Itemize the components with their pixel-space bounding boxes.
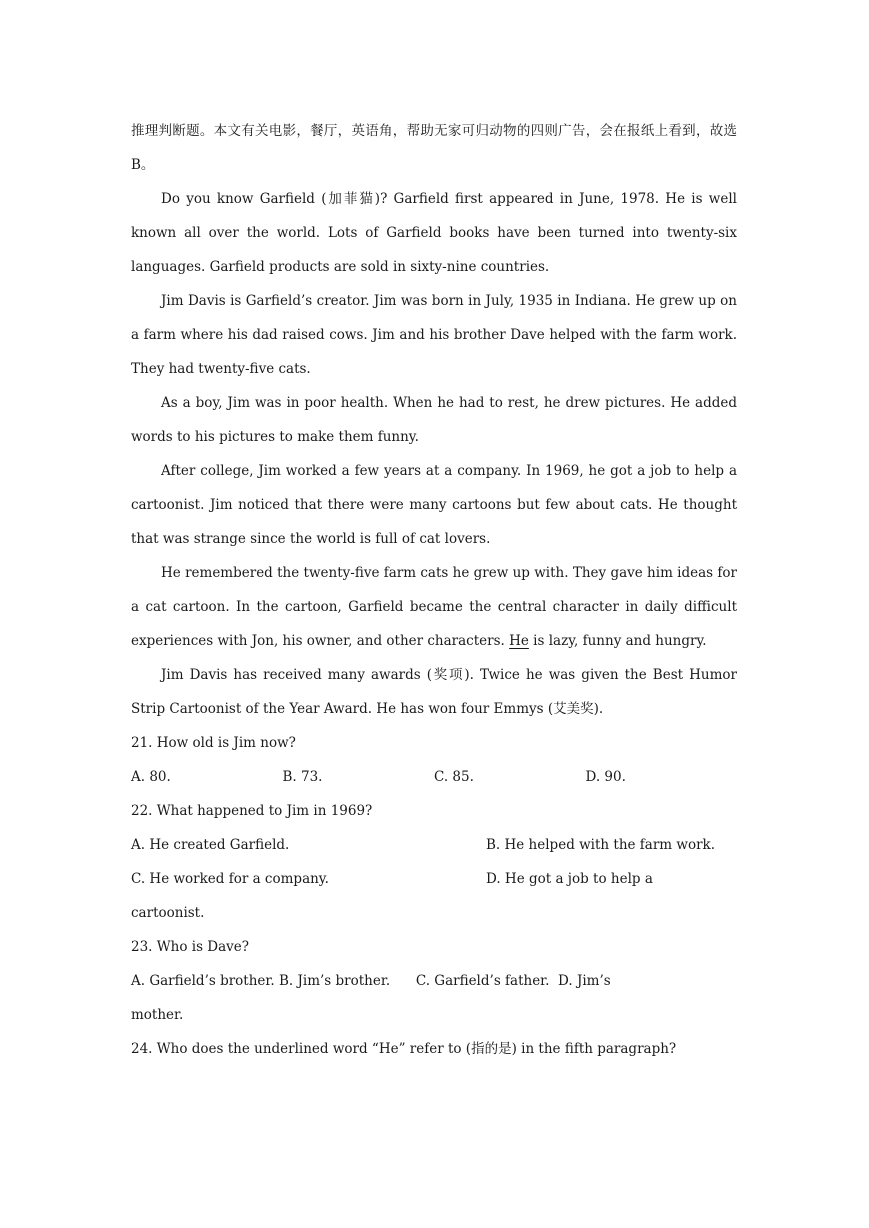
option-a: A. He created Garfield. xyxy=(131,837,290,853)
question-22-options-row-2 xyxy=(131,862,737,896)
option-c: C. He worked for a company. xyxy=(131,871,329,887)
question-21-options xyxy=(131,760,737,794)
paragraph-5-text-b: is lazy, funny and hungry. xyxy=(528,633,707,649)
option-c: C. 85. xyxy=(434,769,474,785)
paragraph-3: As a boy, Jim was in poor health. When he had to rest, he drew pictures. He added words to his pictures to make them funny. xyxy=(131,395,737,445)
question-24-stem: 24. Who does the underlined word “He” refer to (指的是) in the fifth paragraph? xyxy=(131,1041,677,1057)
underlined-word: He xyxy=(509,633,529,649)
paragraph-5 xyxy=(131,556,737,658)
question-23-continuation: mother. xyxy=(131,1007,184,1023)
question-23-options: A. Garfield’s brother. B. Jim’s brother. C. Garfield’s father. D. Jim’s xyxy=(131,973,611,989)
answer-analysis: 推理判断题。本文有关电影，餐厅，英语角，帮助无家可归动物的四则广告，会在报纸上看到，故选B。 xyxy=(131,123,737,173)
paragraph-6: Jim Davis has received many awards (奖项). Twice he was given the Best Humor Strip Cartoonist of the Year Award. He has won four Emmys (艾美奖). xyxy=(131,667,737,717)
question-22-options-row-1 xyxy=(131,828,737,862)
paragraph-5-text-a: He remembered the twenty-five farm cats he grew up with. They gave him ideas for a cat cartoon. In the cartoon, Garfield became the central character in daily difficult experiences with Jon, his owner, and other characters. xyxy=(131,565,737,649)
question-22-continuation: cartoonist. xyxy=(131,905,205,921)
option-a: A. 80. xyxy=(131,769,171,785)
option-d: D. 90. xyxy=(585,769,626,785)
option-b: B. 73. xyxy=(282,769,323,785)
question-21-stem: 21. How old is Jim now? xyxy=(131,735,296,751)
paragraph-4: After college, Jim worked a few years at a company. In 1969, he got a job to help a cartoonist. Jim noticed that there were many cartoons but few about cats. He thought that was strange since the world is full of cat lovers. xyxy=(131,463,737,547)
option-b: B. He helped with the farm work. xyxy=(486,837,716,853)
question-22-stem: 22. What happened to Jim in 1969? xyxy=(131,803,373,819)
question-23-stem: 23. Who is Dave? xyxy=(131,939,250,955)
document-page xyxy=(131,114,737,1066)
option-d: D. He got a job to help a xyxy=(486,871,653,887)
paragraph-2: Jim Davis is Garfield’s creator. Jim was born in July, 1935 in Indiana. He grew up on a farm where his dad raised cows. Jim and his brother Dave helped with the farm work. They had twenty-five cats. xyxy=(131,293,737,377)
paragraph-1: Do you know Garfield (加菲猫)? Garfield first appeared in June, 1978. He is well known all over the world. Lots of Garfield books have been turned into twenty-six languages. Garfield products are sold in sixty-nine countries. xyxy=(131,191,737,275)
